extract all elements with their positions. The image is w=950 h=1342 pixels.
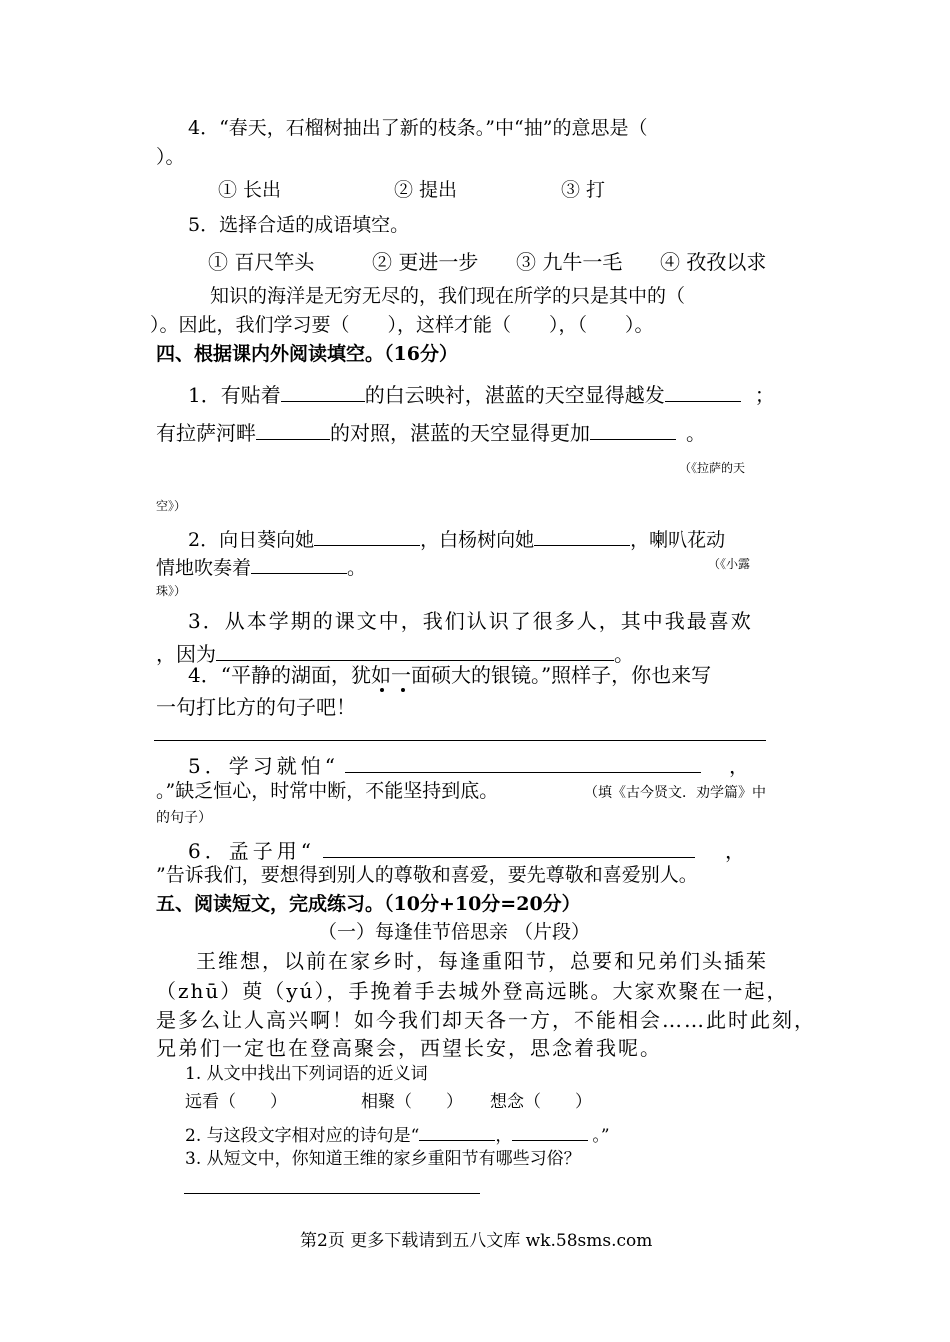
passage-line: 王维想，以前在家乡时，每逢重阳节，总要和兄弟们头插茱 xyxy=(196,949,768,973)
q4-line2: ）。 xyxy=(156,146,185,168)
answer-blank[interactable] xyxy=(281,381,365,402)
answer-blank[interactable] xyxy=(314,526,420,546)
s4-q1-line1: 1．有贴着 的白云映衬，湛蓝的天空显得越发 ； xyxy=(188,383,775,407)
answer-blank[interactable] xyxy=(534,526,630,546)
q5-option-4: ④ 孜孜以求 xyxy=(660,250,767,274)
q5-title: 5．选择合适的成语填空。 xyxy=(188,214,410,236)
q5-option-2: ② 更进一步 xyxy=(372,250,479,274)
s5-q1-word-2: 相聚（ ） xyxy=(361,1092,463,1112)
q5-line1: 知识的海洋是无穷无尽的，我们现在所学的只是其中的（ xyxy=(210,285,686,307)
q5-option-3: ③ 九牛一毛 xyxy=(516,250,623,274)
s4-q2-source: （《小露 xyxy=(708,557,751,571)
section5-heading: 五、阅读短文，完成练习。（10分+10分=20分） xyxy=(156,893,581,915)
answer-line[interactable] xyxy=(154,740,766,741)
answer-blank[interactable] xyxy=(345,752,701,773)
s4-q3-line1: 3．从本学期的课文中，我们认识了很多人，其中我最喜欢 xyxy=(188,609,753,633)
q4-option-2: ② 提出 xyxy=(394,179,458,201)
s4-q6-line2: ”告诉我们，要想得到别人的尊敬和喜爱，要先尊敬和喜爱别人。 xyxy=(156,864,698,886)
answer-blank[interactable] xyxy=(665,381,741,402)
s4-q2-source-cont: 珠》） xyxy=(156,584,187,598)
s5-q1-word-1: 远看（ ） xyxy=(185,1092,287,1112)
answer-blank[interactable] xyxy=(251,554,347,574)
q5-option-1: ① 百尺竿头 xyxy=(208,250,315,274)
answer-blank[interactable] xyxy=(512,1123,588,1141)
q4-line1: 4．“春天，石榴树抽出了新的枝条。”中“抽”的意思是（ xyxy=(188,117,648,139)
answer-blank[interactable] xyxy=(256,419,330,440)
emphasis-dot xyxy=(401,688,405,692)
section4-heading: 四、根据课内外阅读填空。（16分） xyxy=(156,343,458,365)
answer-blank[interactable] xyxy=(590,419,676,440)
s4-q1-source: （《拉萨的天 xyxy=(679,461,746,475)
page-footer: 第2页 更多下载请到五八文库 wk.58sms.com xyxy=(300,1231,653,1251)
s4-q5-line1: 5．学习就怕“ ， xyxy=(188,754,753,778)
answer-blank[interactable] xyxy=(216,640,614,661)
s4-q5-line2: 。”缺乏恒心，时常中断，不能坚持到底。 xyxy=(156,780,499,802)
s4-q5-note: （填《古今贤文．劝学篇》中 xyxy=(584,785,766,801)
s5-q1-word-3: 想念（ ） xyxy=(490,1092,592,1112)
answer-line[interactable] xyxy=(184,1193,480,1194)
s4-q6-line1: 6．孟子用“ ， xyxy=(188,839,749,863)
q5-line2: ）。因此，我们学习要（ ），这样才能（ ），（ ）。 xyxy=(150,314,654,336)
passage-title: （一）每逢佳节倍思亲 （片段） xyxy=(318,921,591,943)
s5-q2-line: 2. 与这段文字相对应的诗句是“ ， 。” xyxy=(185,1123,610,1145)
answer-blank[interactable] xyxy=(419,1123,495,1141)
passage-line: （zhū）萸（yú），手挽着手去城外登高远眺。大家欢聚在一起， xyxy=(156,979,789,1003)
emphasis-dot xyxy=(380,688,384,692)
passage-line: 是多么让人高兴啊！如今我们却天各一方，不能相会……此时此刻， xyxy=(156,1008,816,1032)
s4-q5-note-cont: 的句子） xyxy=(156,810,212,826)
s5-q3-title: 3. 从短文中，你知道王维的家乡重阳节有哪些习俗？ xyxy=(185,1149,581,1169)
s4-q1-source-cont: 空》） xyxy=(156,499,187,513)
s5-q1-title: 1. 从文中找出下列词语的近义词 xyxy=(185,1064,428,1084)
q4-option-3: ③ 打 xyxy=(561,179,606,201)
answer-blank[interactable] xyxy=(323,837,695,858)
s4-q4-line2: 一句打比方的句子吧！ xyxy=(156,695,356,719)
s4-q1-line2: 有拉萨河畔 的对照，湛蓝的天空显得更加 。 xyxy=(156,421,706,445)
s4-q3-line2: ，因为 。 xyxy=(156,642,634,666)
q4-option-1: ① 长出 xyxy=(218,179,282,201)
s4-q4-line1: 4．“平静的湖面，犹如一面硕大的银镜。”照样子，你也来写 xyxy=(188,663,712,687)
s4-q2-line2: 情地吹奏着 。 xyxy=(156,554,366,578)
s4-q2-line1: 2．向日葵向她 ，白杨树向她 ，喇叭花动 xyxy=(188,526,725,550)
passage-line: 兄弟们一定也在登高聚会，西望长安，思念着我呢。 xyxy=(156,1036,662,1060)
